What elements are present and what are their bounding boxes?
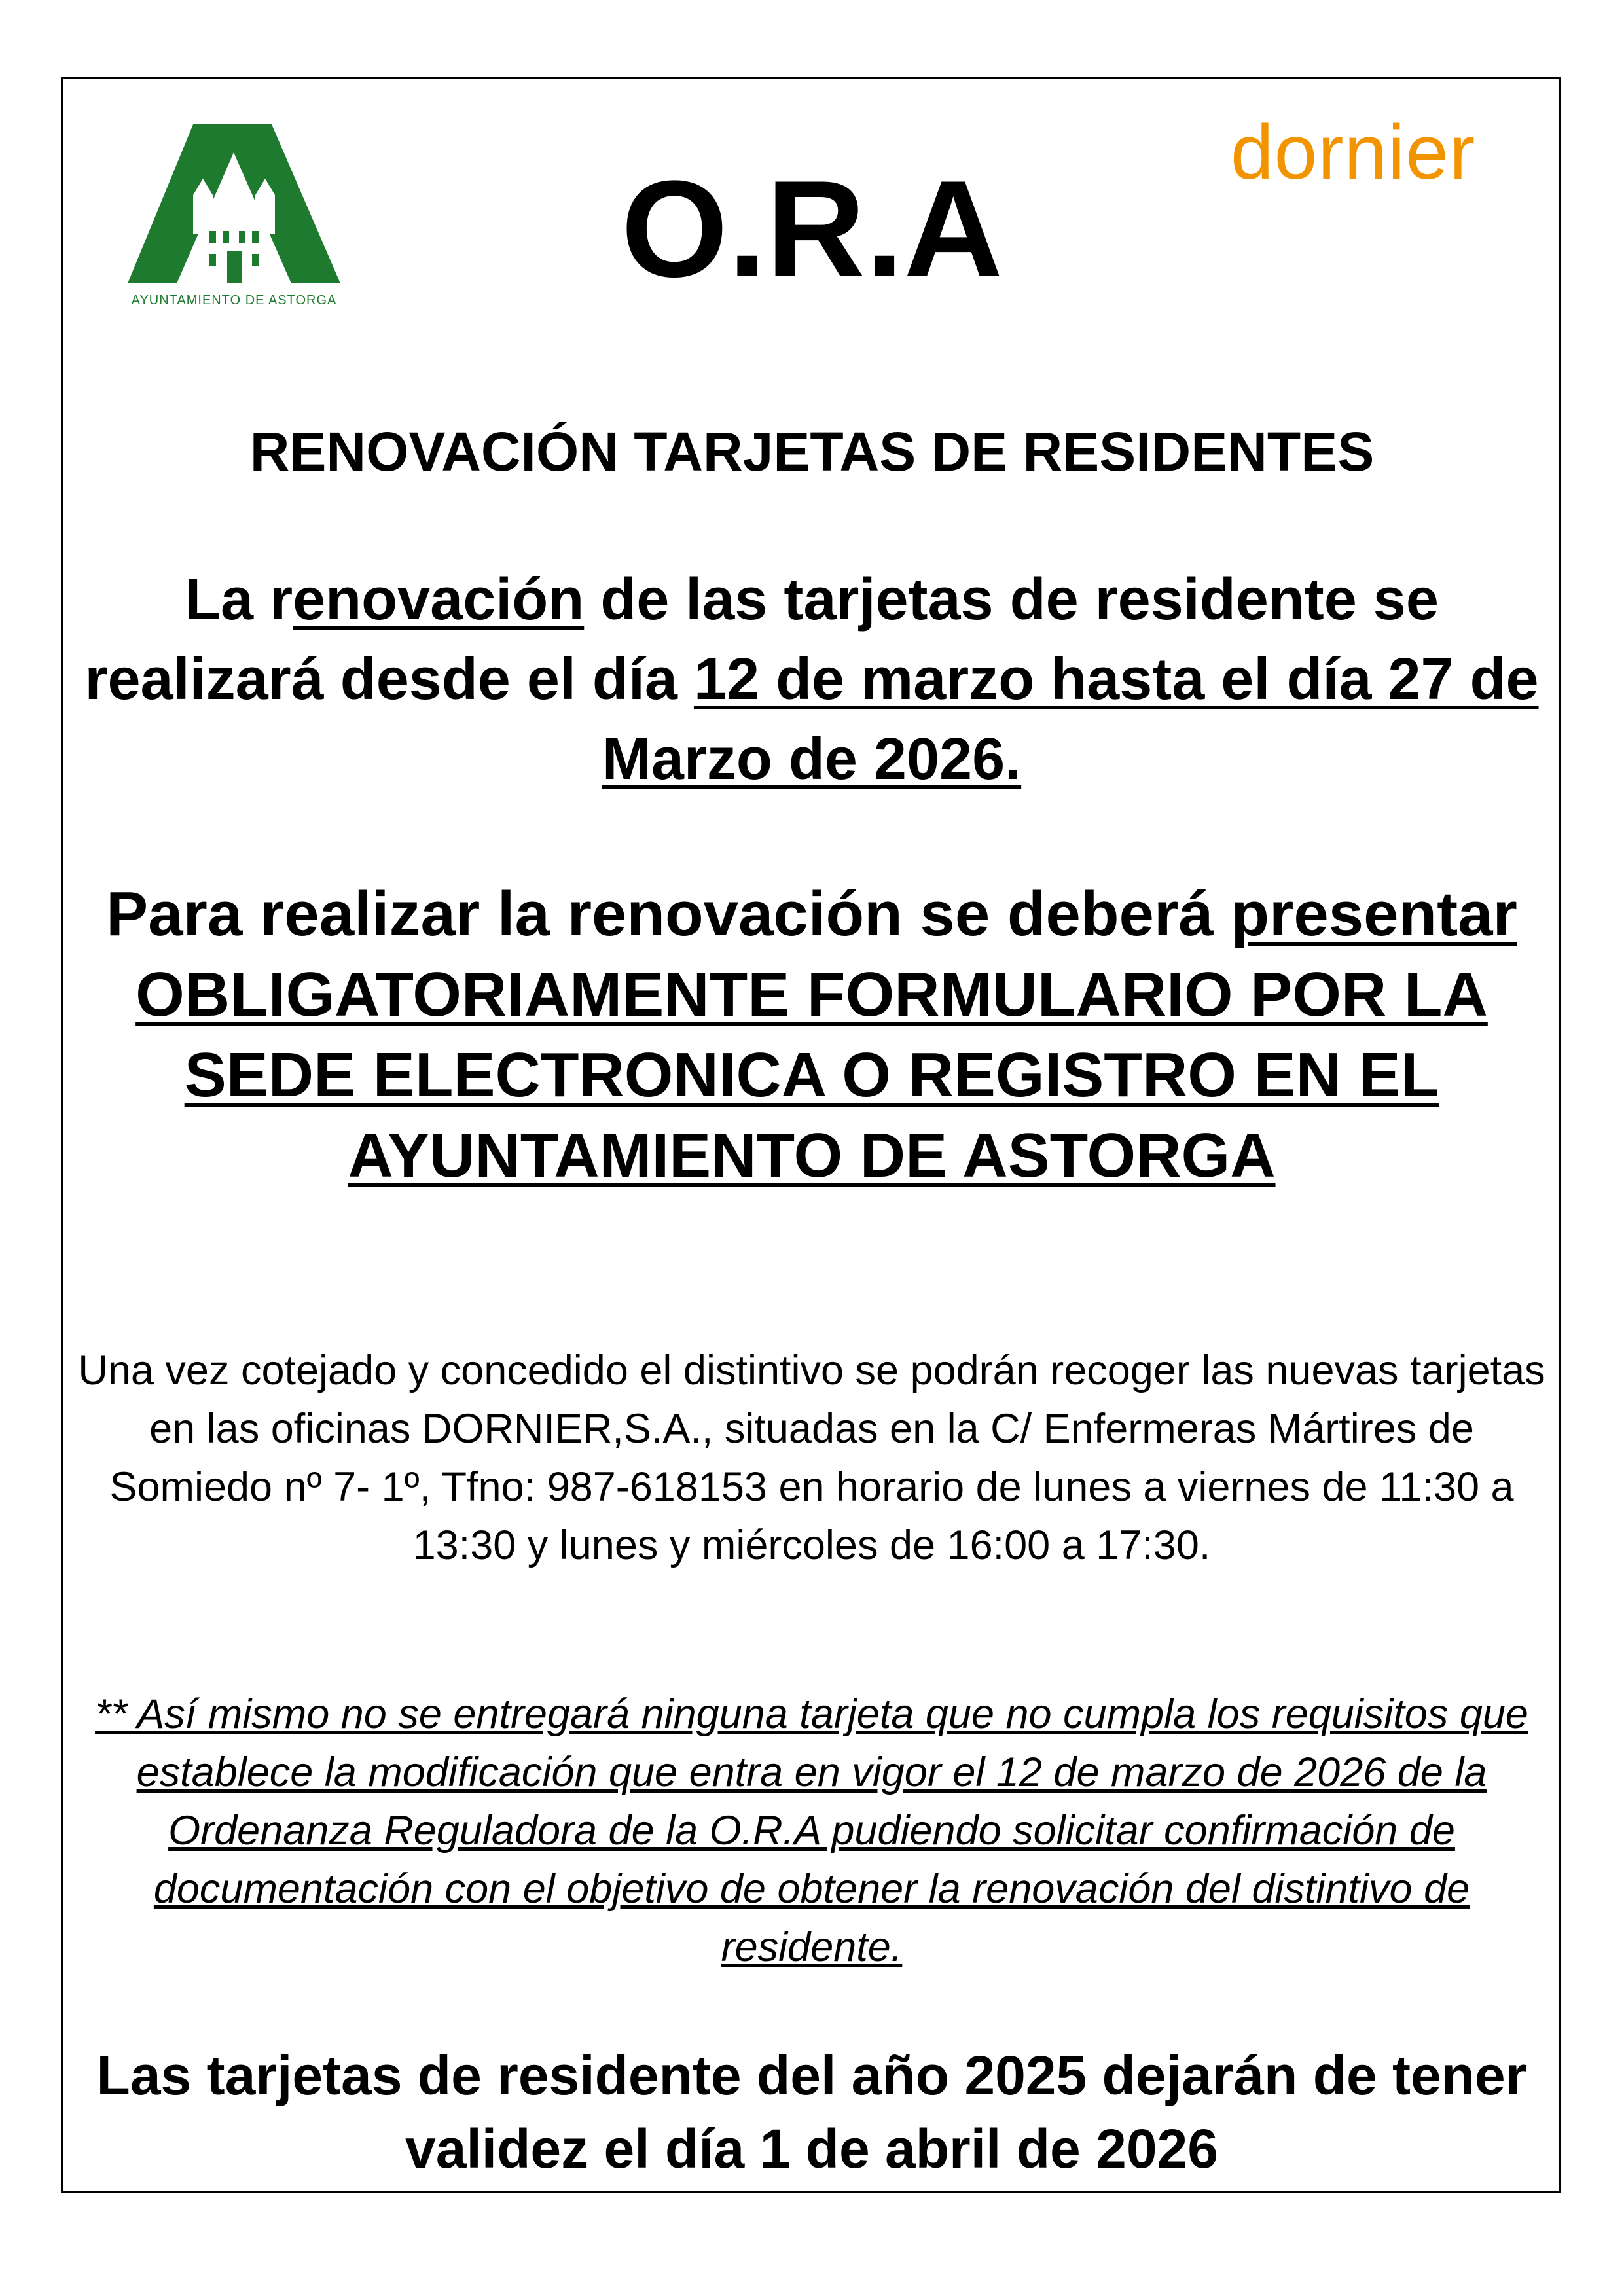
validity-paragraph: Las tarjetas de residente del año 2025 dejarán de tener validez el día 1 de abril de 2026 — [96, 2045, 1527, 2179]
dates-text-3: de las tarjetas de residente se realizará desde el día — [84, 567, 1439, 712]
dates-text-2: enovación — [293, 567, 585, 632]
dates-text-4: 12 de marzo hasta el día 27 de Marzo de 2026. — [602, 647, 1539, 792]
ayuntamiento-caption: AYUNTAMIENTO DE ASTORGA — [131, 293, 337, 308]
requirement-text-2: presentar OBLIGATORIAMENTE FORMULARIO POR LA SEDE ELECTRONICA O REGISTRO EN EL AYUNTAMIENTO DE ASTORGA — [135, 879, 1517, 1191]
renewal-dates-paragraph — [75, 560, 1548, 799]
dates-text-1: La r — [185, 567, 293, 632]
requirement-text-1: Para realizar la renovación se deberá — [106, 879, 1231, 949]
pickup-paragraph: Una vez cotejado y concedido el distintivo se podrán recoger las nuevas tarjetas en las oficinas DORNIER,S.A., situadas en la C/ Enfermeras Mártires de Somiedo nº 7- 1º, Tfno: 987-618153 en horario de lunes a viernes de 11:30 a 13:30 y lunes y miércoles de 16:00 a 17:30. — [78, 1348, 1545, 1568]
dornier-logo: dornier — [1231, 109, 1476, 196]
notice-paragraph: ** Así mismo no se entregará ninguna tarjeta que no cumpla los requisitos que establece la modificación que entra en vigor el 12 de marzo de 2026 de la Ordenanza Reguladora de la O.R.A pudiendo solicitar confirmación de documentación con el objetivo de obtener la renovación del distintivo de residente. — [95, 1691, 1528, 1970]
requirement-paragraph — [75, 874, 1548, 1196]
page-title: O.R.A — [621, 152, 1003, 306]
section-heading: RENOVACIÓN TARJETAS DE RESIDENTES — [249, 421, 1375, 482]
